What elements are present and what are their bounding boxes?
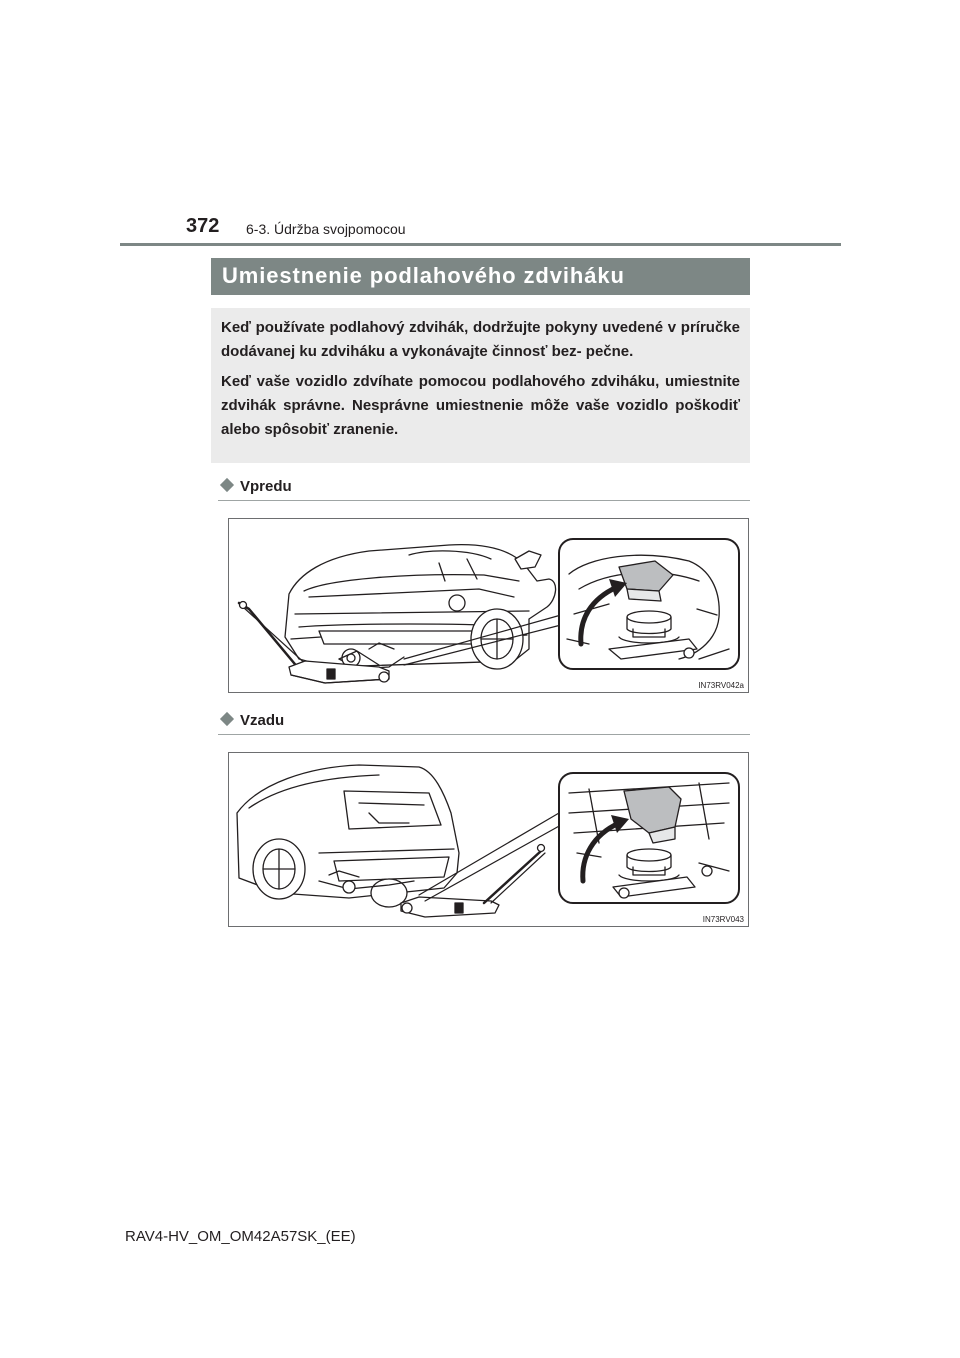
footer-document-code: RAV4-HV_OM_OM42A57SK_(EE) bbox=[125, 1228, 356, 1245]
subheading-front-label: Vpredu bbox=[240, 478, 292, 495]
rear-car-jack-illustration bbox=[229, 753, 748, 926]
diamond-bullet-icon bbox=[220, 478, 234, 492]
section-reference: 6-3. Údržba svojpomocou bbox=[246, 221, 406, 237]
subheading-front-rule bbox=[218, 500, 750, 501]
subheading-front bbox=[219, 478, 292, 495]
figure-rear-jack-point bbox=[228, 752, 749, 927]
front-car-jack-illustration bbox=[229, 519, 748, 692]
section-title: Umiestnenie podlahového zdviháku bbox=[222, 263, 625, 288]
intro-box bbox=[211, 308, 750, 463]
diamond-bullet-icon bbox=[220, 712, 234, 726]
subheading-rear-rule bbox=[218, 734, 750, 735]
figure-front-code: IN73RV042a bbox=[698, 681, 744, 690]
section-title-bar bbox=[211, 258, 750, 295]
page-number: 372 bbox=[186, 215, 220, 237]
figure-front-jack-point bbox=[228, 518, 749, 693]
intro-paragraph-2: Keď vaše vozidlo zdvíhate pomocou podlahového zdviháku, umiestnite zdvihák správne. Nesprávne umiestnenie môže vaše vozidlo poškodiť alebo spôsobiť zranenie. bbox=[221, 373, 740, 438]
subheading-rear-label: Vzadu bbox=[240, 712, 285, 729]
intro-paragraph-1: Keď používate podlahový zdvihák, dodržujte pokyny uvedené v príručke dodávanej ku zdviháku a vykonávajte činnosť bez- pečne. bbox=[221, 319, 740, 360]
header-rule bbox=[120, 243, 841, 246]
subheading-rear bbox=[219, 712, 284, 729]
figure-rear-code: IN73RV043 bbox=[702, 915, 744, 924]
